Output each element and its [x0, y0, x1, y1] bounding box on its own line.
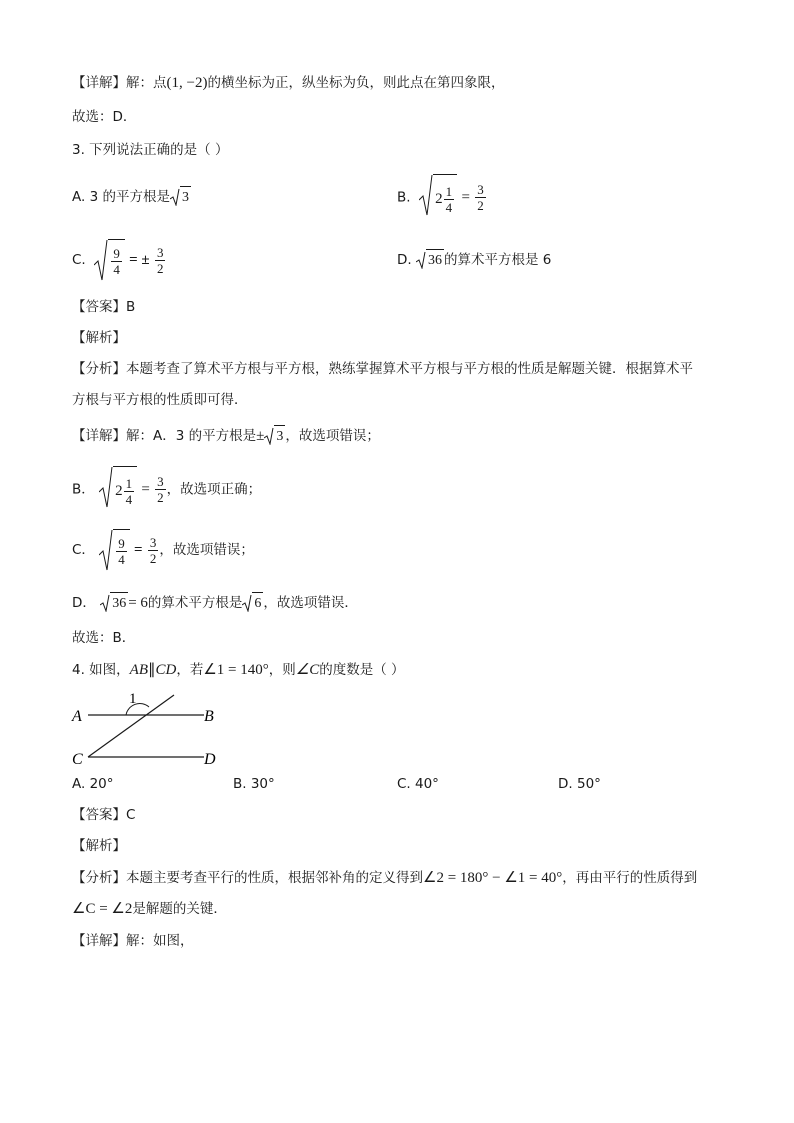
sqrt-symbol	[416, 251, 426, 269]
point-coord: (1, −2)	[166, 75, 208, 91]
q4-fenxi-line1: 【分析】本题主要考查平行的性质，根据邻补角的定义得到∠2 = 180° − ∠1 = 40°，再由平行的性质得到	[72, 870, 698, 886]
detail-line-point: 【详解】解：点(1, −2)的横坐标为正，纵坐标为负，则此点在第四象限，	[72, 75, 505, 91]
q3-option-d: D. 36 的算术平方根是 6	[397, 249, 551, 271]
q3-choose: 故选：B．	[72, 630, 136, 646]
q3-option-a: A. 3 的平方根是 3	[72, 186, 191, 208]
question-4-stem: 4. 如图，AB∥CD，若∠1 = 140°，则∠C的度数是（ ）	[72, 662, 405, 678]
sqrt-symbol	[100, 594, 110, 612]
sqrt-fraction: $\frac{9}{4}$	[99, 529, 130, 571]
sqrt-mixed: 2 $\frac{1}{4}$	[419, 174, 457, 221]
label-b: B	[204, 708, 214, 725]
detail-tag: 【详解】	[72, 75, 126, 91]
question-3-stem: 3. 下列说法正确的是（ ）	[72, 142, 229, 158]
q4-option-c: C. 40°	[397, 776, 439, 792]
choose-line-d: 故选：D．	[72, 109, 137, 125]
sqrt-symbol	[242, 594, 252, 612]
sqrt-mixed: 2 $\frac{1}{4}$	[99, 466, 137, 513]
q3-answer: 【答案】B	[72, 299, 136, 315]
q3-option-c: C. $\frac{9}{4}$ = ± $\frac{3}{2}$	[72, 238, 166, 282]
q4-option-a: A. 20°	[72, 776, 114, 792]
sqrt-symbol	[264, 427, 274, 445]
q3-fenxi-line1: 【分析】本题考查了算术平方根与平方根，熟练掌握算术平方根与平方根的性质是解题关键．根据算术平	[72, 361, 693, 377]
q4-option-b: B. 30°	[233, 776, 275, 792]
parallel-lines-figure	[66, 686, 236, 768]
sqrt-symbol	[170, 188, 180, 206]
q4-fenxi-line2: ∠C = ∠2是解题的关键．	[72, 901, 227, 917]
q3-jiexi-tag: 【解析】	[72, 330, 126, 346]
label-d: D	[204, 751, 216, 768]
q3-detail-d: D． 36 = 6的算术平方根是 6 ，故选项错误．	[72, 592, 358, 614]
q4-detail: 【详解】解：如图，	[72, 933, 194, 949]
label-a: A	[72, 708, 82, 725]
q3-detail-b: B． 2 $\frac{1}{4}$ = $\frac{3}{2}$ ，故选项正确；	[72, 466, 261, 513]
q4-option-d: D. 50°	[558, 776, 601, 792]
q4-answer: 【答案】C	[72, 807, 136, 823]
q3-detail-a: 【详解】解：A．3 的平方根是± 3 ，故选项错误；	[72, 425, 380, 447]
sqrt-fraction: $\frac{9}{4}$	[94, 239, 125, 281]
q3-option-b: B. 2 $\frac{1}{4}$ = $\frac{3}{2}$	[397, 174, 487, 221]
q3-detail-c: C． $\frac{9}{4}$ = $\frac{3}{2}$ ，故选项错误；	[72, 528, 254, 572]
q4-jiexi-tag: 【解析】	[72, 838, 126, 854]
label-angle-1: 1	[129, 691, 137, 707]
q3-fenxi-line2: 方根与平方根的性质即可得．	[72, 392, 248, 408]
label-c: C	[72, 751, 83, 768]
